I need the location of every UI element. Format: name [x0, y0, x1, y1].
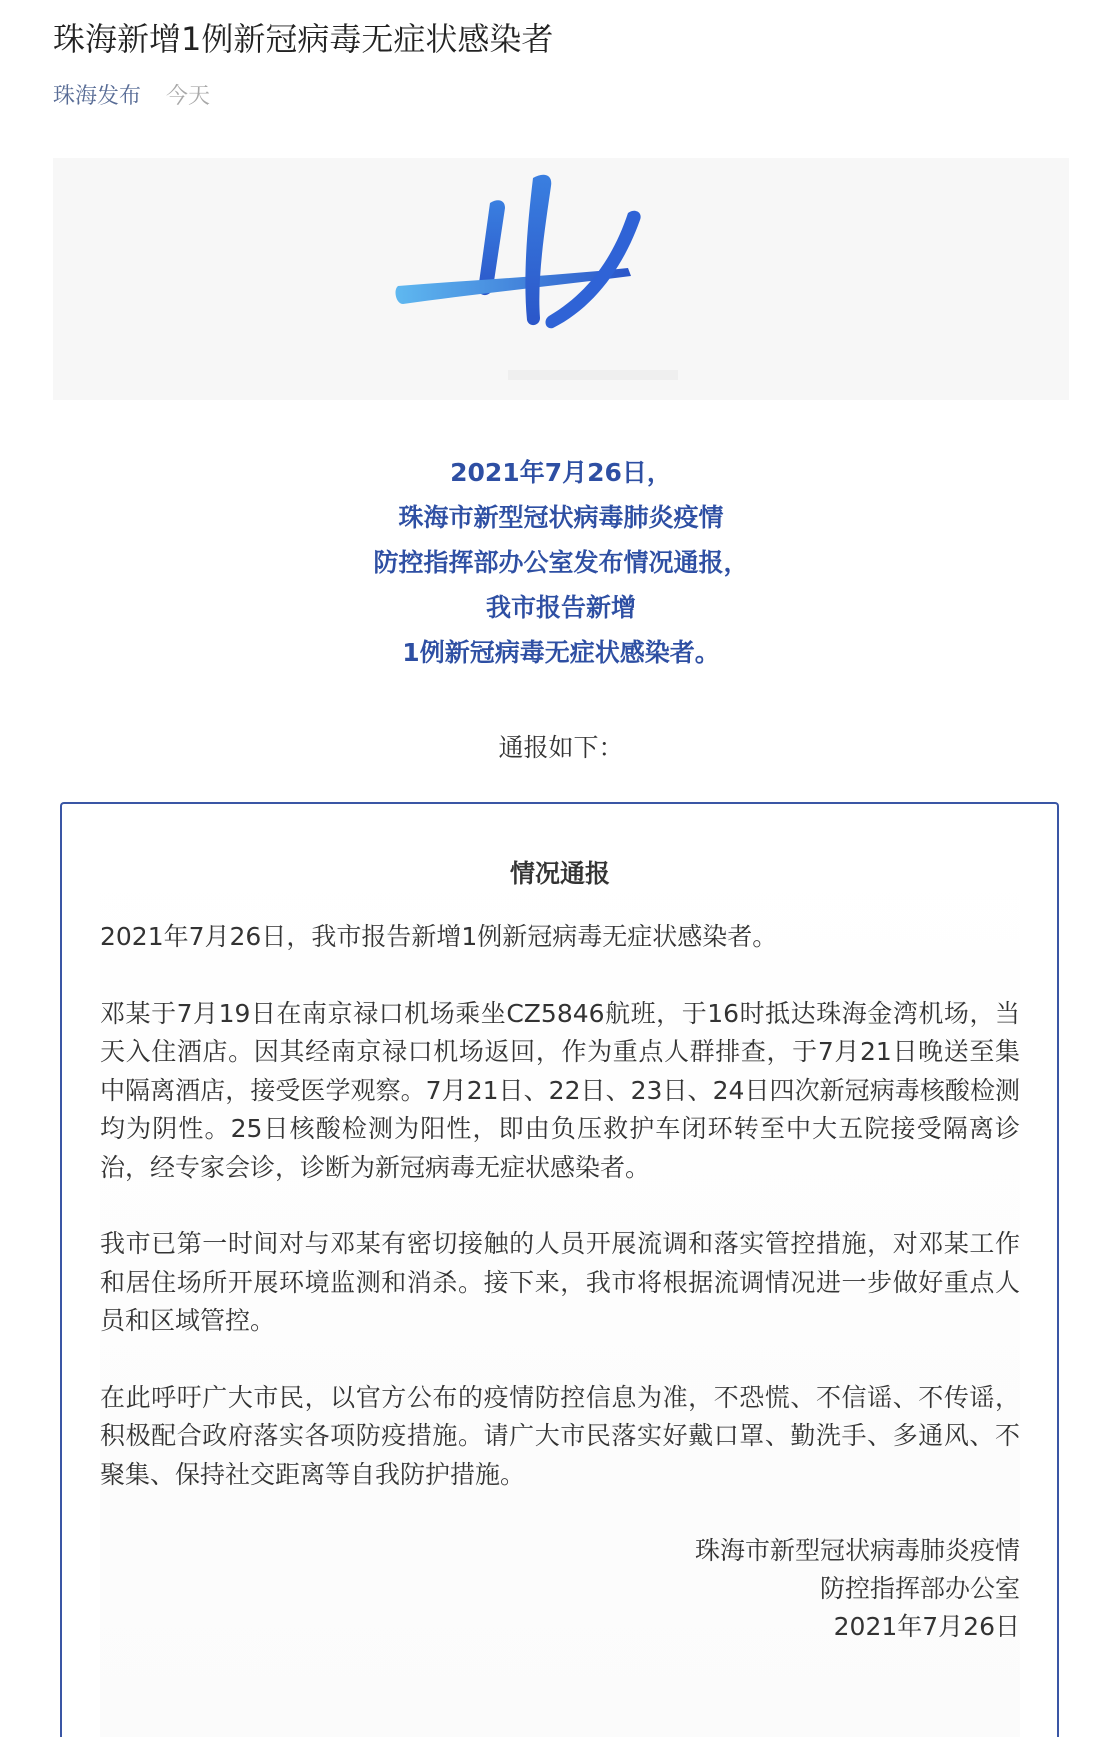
- publish-time: 今天: [166, 84, 211, 109]
- notice-paragraph: 在此呼吁广大市民，以官方公布的疫情防控信息为准，不恐慌、不信谣、不传谣，积极配合政府落实各项防疫措施。请广大市民落实好戴口罩、勤洗手、多通风、不聚集、保持社交距离等自我防护措施。: [100, 1382, 1020, 1489]
- notice-box: [60, 802, 1059, 1737]
- intro-line: 珠海市新型冠状病毒肺炎疫情: [398, 503, 724, 532]
- zhuhai-h-logo-icon: [53, 158, 1069, 400]
- article-title: 珠海新增1例新冠病毒无症状感染者: [53, 20, 554, 58]
- intro-line: 防控指挥部办公室发布情况通报，: [373, 548, 749, 577]
- notice-content: [100, 834, 1020, 1737]
- notice-heading: 情况通报: [509, 859, 610, 888]
- signature: [100, 1532, 1020, 1646]
- notice-paragraph: 邓某于7月19日在南京禄口机场乘坐CZ5846航班，于16时抵达珠海金湾机场，当天入住酒店。因其经南京禄口机场返回，作为重点人群排查，于7月21日晚送至集中隔离酒店，接受医学观察。7月21日、22日、23日、24日四次新冠病毒核酸检测均为阴性。25日核酸检测为阳性，即由负压救护车闭环转至中大五院接受隔离诊治，经专家会诊，诊断为新冠病毒无症状感染者。: [100, 998, 1020, 1182]
- lead-text: 通报如下：: [498, 733, 624, 762]
- signature-org-line: 珠海市新型冠状病毒肺炎疫情: [694, 1536, 1020, 1565]
- intro-line: 我市报告新增: [485, 593, 636, 622]
- intro-line: 1例新冠病毒无症状感染者。: [402, 638, 720, 667]
- signature-org-line: 防控指挥部办公室: [819, 1574, 1020, 1603]
- account-name-link[interactable]: 珠海发布: [53, 84, 142, 109]
- signature-date: 2021年7月26日: [833, 1612, 1020, 1641]
- notice-paragraph: 我市已第一时间对与邓某有密切接触的人员开展流调和落实管控措施，对邓某工作和居住场所开展环境监测和消杀。接下来，我市将根据流调情况进一步做好重点人员和区域管控。: [100, 1229, 1020, 1335]
- intro-summary: [53, 450, 1069, 675]
- intro-line: 2021年7月26日，: [450, 458, 672, 487]
- notice-paragraph: 2021年7月26日，我市报告新增1例新冠病毒无症状感染者。: [100, 922, 778, 951]
- banner-image: [53, 158, 1069, 400]
- article-meta: [53, 80, 210, 114]
